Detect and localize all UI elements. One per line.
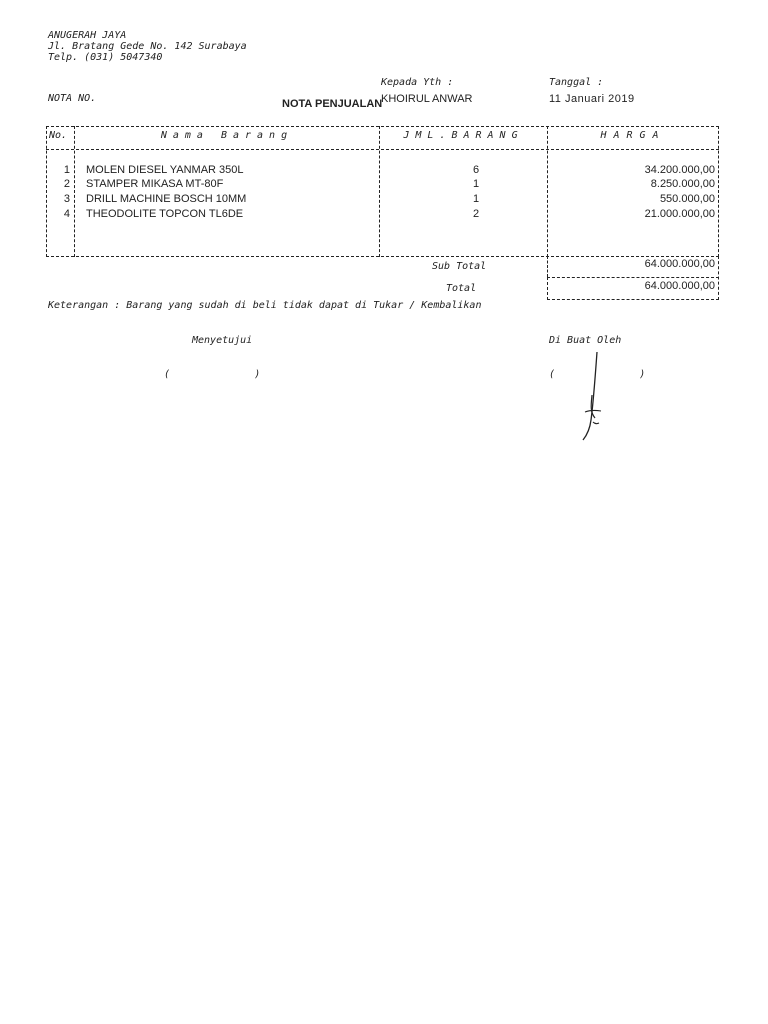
col-divider-name: [379, 126, 380, 257]
handwritten-signature: [575, 350, 615, 445]
total-value: 64.000.000,00: [644, 280, 715, 292]
row-1-qty: 6: [472, 164, 480, 176]
terms-note: Keterangan : Barang yang sudah di beli tidak dapat di Tukar / Kembalikan: [48, 300, 482, 311]
made-by-signature-line: ( ): [549, 369, 646, 380]
table-top-border: [46, 126, 719, 127]
approved-label: Menyetujui: [192, 335, 253, 346]
kepada-label: Kepada Yth :: [381, 77, 454, 88]
row-4-price: 21.000.000,00: [644, 208, 715, 220]
total-right-border: [718, 256, 719, 300]
total-left-border: [547, 277, 548, 300]
table-right-border: [718, 126, 719, 257]
company-name: ANUGERAH JAYA: [48, 30, 127, 41]
row-4-qty: 2: [472, 208, 480, 220]
row-3-price: 550.000,00: [659, 193, 715, 205]
nota-no-label: NOTA NO.: [48, 93, 97, 104]
header-qty: JML.BARANG: [403, 130, 524, 141]
row-3-name: DRILL MACHINE BOSCH 10MM: [86, 193, 247, 205]
company-address: Jl. Bratang Gede No. 142 Surabaya: [48, 41, 247, 52]
table-bottom-border: [46, 256, 719, 257]
customer-name: KHOIRUL ANWAR: [381, 93, 473, 105]
approved-signature-line: ( ): [164, 369, 261, 380]
total-bottom-border: [547, 299, 719, 300]
table-left-border: [46, 126, 47, 257]
total-label: Total: [446, 283, 477, 294]
company-block: [48, 30, 247, 63]
subtotal-label: Sub Total: [432, 261, 487, 272]
row-1-price: 34.200.000,00: [644, 164, 715, 176]
row-3-no: 3: [63, 193, 70, 205]
subtotal-left-border: [547, 256, 548, 277]
total-top-border: [547, 277, 719, 278]
document-title: NOTA PENJUALAN: [282, 98, 383, 110]
company-phone: Telp. (031) 5047340: [48, 52, 163, 63]
table-header-divider: [46, 149, 719, 150]
col-divider-no: [74, 126, 75, 257]
row-3-qty: 1: [472, 193, 480, 205]
row-2-no: 2: [63, 178, 70, 190]
row-1-no: 1: [63, 164, 70, 176]
row-4-name: THEODOLITE TOPCON TL6DE: [86, 208, 244, 220]
row-2-price: 8.250.000,00: [650, 178, 715, 190]
row-4-no: 4: [63, 208, 70, 220]
row-2-name: STAMPER MIKASA MT-80F: [86, 178, 224, 190]
made-by-label: Di Buat Oleh: [549, 335, 622, 346]
invoice-date: 11 Januari 2019: [549, 93, 635, 105]
row-2-qty: 1: [472, 178, 480, 190]
header-no: No.: [49, 130, 68, 141]
header-price: HARGA: [600, 130, 666, 141]
subtotal-value: 64.000.000,00: [644, 258, 715, 270]
header-name: Nama Barang: [160, 130, 294, 141]
row-1-name: MOLEN DIESEL YANMAR 350L: [86, 164, 244, 176]
tanggal-label: Tanggal :: [549, 77, 604, 88]
